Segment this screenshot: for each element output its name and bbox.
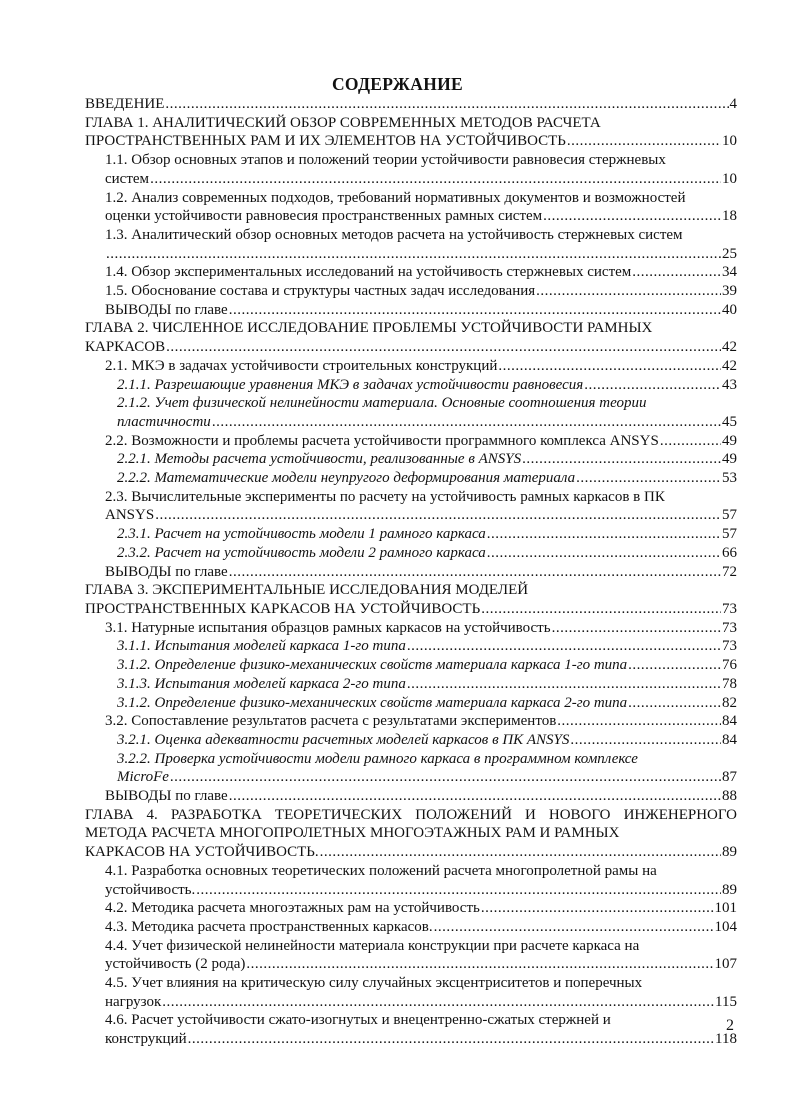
toc-page-number: 45 [722, 413, 737, 430]
toc-entry[interactable] [85, 189, 737, 226]
toc-entry-title: 1.3. Аналитический обзор основных методов расчета на устойчивость стержневых систем [105, 226, 683, 243]
toc-entry-title-end: ПРОСТРАНСТВЕННЫХ КАРКАСОВ НА УСТОЙЧИВОСТЬ [85, 600, 481, 617]
table-of-contents [85, 95, 737, 1049]
toc-page-number: 53 [722, 470, 737, 487]
toc-entry-title: 2.1.2. Учет физической нелинейности материала. Основные соотношения теории [117, 395, 647, 412]
toc-entry-title-end: 2.2.1. Методы расчета устойчивости, реализованные в ANSYS [117, 451, 522, 468]
toc-page-number: 118 [715, 1031, 737, 1048]
toc-page-number: 88 [722, 788, 737, 805]
dot-leader [552, 619, 721, 638]
toc-entry-title: 1.1. Обзор основных этапов и положений теории устойчивости равновесия стержневых [105, 152, 666, 169]
dot-leader [632, 263, 721, 282]
toc-entry-title-end: устойчивость (2 рода) [105, 956, 246, 973]
toc-entry[interactable] [85, 974, 737, 1011]
toc-title: СОДЕРЖАНИЕ [331, 74, 463, 94]
toc-entry[interactable] [85, 750, 737, 787]
toc-entry-title-end: 3.1.1. Испытания моделей каркаса 1-го типа [117, 638, 406, 655]
toc-entry[interactable] [85, 450, 737, 469]
toc-entry-title-end: 2.2. Возможности и проблемы расчета устойчивости программного комплекса ANSYS [105, 432, 659, 449]
toc-entry-title-end: ВЫВОДЫ по главе [105, 788, 228, 805]
dot-leader [543, 207, 721, 226]
toc-page-number: 57 [722, 526, 737, 543]
toc-entry[interactable] [85, 95, 737, 114]
toc-entry-title-end: оценки устойчивости равновесия пространственных рамных систем [105, 208, 543, 225]
toc-page-number: 73 [722, 619, 737, 636]
dot-leader [188, 1030, 714, 1049]
toc-page-number: 25 [722, 245, 737, 262]
dot-leader [567, 132, 721, 151]
dot-leader [229, 301, 721, 320]
toc-entry[interactable] [85, 918, 737, 937]
toc-entry[interactable] [85, 226, 737, 263]
toc-page-number: 72 [722, 563, 737, 580]
toc-page-number: 107 [714, 956, 737, 973]
toc-entry-title-end: ANSYS [105, 507, 155, 524]
toc-entry-title-end: ВЫВОДЫ по главе [105, 563, 228, 580]
toc-entry-title-end: 1.4. Обзор экспериментальных исследований на устойчивость стержневых систем [105, 264, 632, 281]
toc-page-number: 84 [722, 713, 737, 730]
toc-entry[interactable] [85, 301, 737, 320]
toc-entry-title-end: 3.1.2. Определение физико-механических свойств материала каркаса 2-го типа [117, 694, 628, 711]
toc-page-number: 10 [722, 133, 737, 150]
dot-leader [246, 955, 713, 974]
dot-leader [150, 170, 721, 189]
dot-leader [196, 881, 721, 900]
toc-page-number: 4 [729, 96, 737, 112]
dot-leader [522, 450, 721, 469]
toc-page-number: 40 [722, 301, 737, 318]
toc-entry[interactable] [85, 694, 737, 713]
toc-entry[interactable] [85, 899, 737, 918]
dot-leader [487, 525, 721, 544]
dot-leader [407, 637, 721, 656]
dot-leader [170, 768, 721, 787]
toc-entry-title-end: систем [105, 170, 150, 187]
toc-entry-title: ГЛАВА 2. ЧИСЛЕННОЕ ИССЛЕДОВАНИЕ ПРОБЛЕМЫ УСТОЙЧИВОСТИ РАМНЫХ [85, 320, 653, 337]
toc-entry[interactable] [85, 394, 737, 431]
toc-entry-title: ГЛАВА 3. ЭКСПЕРИМЕНТАЛЬНЫЕ ИССЛЕДОВАНИЯ МОДЕЛЕЙ [85, 582, 529, 599]
toc-entry-title-end: 3.1. Натурные испытания образцов рамных каркасов на устойчивость [105, 619, 551, 636]
toc-page-number: 115 [715, 993, 737, 1010]
toc-entry-title: 4.6. Расчет устойчивости сжато-изогнутых и внецентренно-сжатых стержней и [105, 1012, 611, 1029]
toc-page-number: 76 [722, 657, 737, 674]
toc-entry-title-end: 1.5. Обоснование состава и структуры частных задач исследования [105, 283, 536, 300]
toc-entry[interactable] [85, 656, 737, 675]
dot-leader [481, 600, 721, 619]
toc-entry[interactable] [85, 937, 737, 974]
dot-leader [536, 282, 721, 301]
toc-entry[interactable] [85, 469, 737, 488]
toc-entry-title: 4.1. Разработка основных теоретических положений расчета многопролетной рамы на [105, 862, 657, 879]
dot-leader [212, 413, 721, 432]
toc-entry-title-end: 4.3. Методика расчета пространственных каркасов. [105, 918, 433, 935]
toc-entry[interactable] [85, 263, 737, 282]
dot-leader [407, 675, 721, 694]
toc-entry-title-end: 2.1. МКЭ в задачах устойчивости строительных конструкций [105, 357, 498, 374]
toc-entry[interactable] [85, 376, 737, 395]
toc-entry-title-end: 4.2. Методика расчета многоэтажных рам на устойчивость [105, 900, 480, 917]
toc-page-number: 34 [722, 264, 737, 281]
dot-leader [557, 712, 721, 731]
toc-entry-title-end: MicroFe [117, 769, 169, 786]
dot-leader [660, 432, 721, 451]
toc-page-number: 39 [722, 283, 737, 300]
toc-entry[interactable] [85, 151, 737, 188]
toc-entry[interactable] [85, 637, 737, 656]
toc-page-number: 66 [722, 544, 737, 561]
toc-entry[interactable] [85, 731, 737, 750]
toc-entry-title-end: 3.1.3. Испытания моделей каркаса 2-го типа [117, 675, 406, 692]
dot-leader [498, 357, 721, 376]
toc-page-number: 89 [722, 881, 737, 898]
toc-entry-title-end: конструкций [105, 1031, 187, 1048]
toc-entry-title-end: 2.3.1. Расчет на устойчивость модели 1 рамного каркаса [117, 526, 486, 543]
dot-leader [584, 376, 721, 395]
toc-entry-title-end: КАРКАСОВ [85, 339, 166, 356]
toc-page-number: 89 [722, 844, 737, 861]
toc-entry[interactable] [85, 525, 737, 544]
toc-entry[interactable] [85, 563, 737, 582]
dot-leader [320, 843, 721, 862]
toc-entry-title-end: 2.1.1. Разрешающие уравнения МКЭ в задачах устойчивости равновесия [117, 376, 584, 393]
toc-entry-title: 4.5. Учет влияния на критическую силу случайных эксцентриситетов и поперечных [105, 975, 643, 992]
toc-entry-title-end: ВВЕДЕНИЕ [85, 96, 165, 112]
dot-leader [165, 95, 728, 114]
toc-entry[interactable] [85, 357, 737, 376]
toc-entry[interactable] [85, 544, 737, 563]
toc-entry-title-end: пластичности [117, 413, 211, 430]
toc-entry-title-end: 2.3.2. Расчет на устойчивость модели 2 рамного каркаса [117, 544, 486, 561]
dot-leader [570, 731, 721, 750]
page-number: 2 [726, 1017, 734, 1034]
toc-page-number: 57 [722, 507, 737, 524]
toc-page-number: 104 [714, 918, 737, 935]
toc-entry[interactable] [85, 282, 737, 301]
dot-leader [434, 918, 714, 937]
toc-page-number: 43 [722, 376, 737, 393]
dot-leader [229, 787, 721, 806]
toc-entry[interactable] [85, 114, 737, 151]
toc-entry-title: ГЛАВА 1. АНАЛИТИЧЕСКИЙ ОБЗОР СОВРЕМЕННЫХ МЕТОДОВ РАСЧЕТА [85, 114, 601, 131]
toc-entry-title: 2.3. Вычислительные эксперименты по расчету на устойчивость рамных каркасов в ПК [105, 488, 665, 505]
toc-entry-title-end: КАРКАСОВ НА УСТОЙЧИВОСТЬ. [85, 844, 319, 861]
toc-entry[interactable] [85, 1011, 737, 1048]
toc-page-number: 87 [722, 769, 737, 786]
toc-page-number: 73 [722, 600, 737, 617]
toc-page-number: 18 [722, 208, 737, 225]
toc-entry-title-end: ВЫВОДЫ по главе [105, 301, 228, 318]
toc-entry-title: 1.2. Анализ современных подходов, требований нормативных документов и возможностей [105, 189, 686, 206]
toc-entry-title-end: ПРОСТРАНСТВЕННЫХ РАМ И ИХ ЭЛЕМЕНТОВ НА УСТОЙЧИВОСТЬ [85, 133, 566, 150]
toc-entry-title: ГЛАВА 4. РАЗРАБОТКА ТЕОРЕТИЧЕСКИХ ПОЛОЖЕНИЙ И НОВОГО ИНЖЕНЕРНОГО МЕТОДА РАСЧЕТА МНОГОПРОЛЕТНЫХ МНОГОЭТАЖНЫХ РАМ И РАМНЫХ [85, 806, 737, 842]
dot-leader [576, 469, 721, 488]
toc-page-number: 101 [714, 900, 737, 917]
toc-entry[interactable] [85, 319, 737, 356]
toc-entry[interactable] [85, 675, 737, 694]
dot-leader [106, 245, 721, 264]
toc-entry[interactable] [85, 619, 737, 638]
toc-page-number: 84 [722, 731, 737, 748]
toc-page-number: 10 [722, 170, 737, 187]
toc-entry-title-end: 2.2.2. Математические модели неупругого деформирования материала [117, 470, 576, 487]
dot-leader [155, 506, 721, 525]
dot-leader [162, 993, 714, 1012]
toc-entry-title-end: нагрузок [105, 993, 162, 1010]
dot-leader [481, 899, 714, 918]
dot-leader [628, 656, 721, 675]
toc-entry[interactable] [85, 488, 737, 525]
dot-leader [487, 544, 721, 563]
toc-page-number: 73 [722, 638, 737, 655]
toc-entry[interactable] [85, 787, 737, 806]
toc-entry[interactable] [85, 806, 737, 862]
toc-entry[interactable] [85, 581, 737, 618]
toc-page-number: 49 [722, 451, 737, 468]
toc-entry-title-end: 3.2. Сопоставление результатов расчета с результатами экспериментов [105, 713, 557, 730]
toc-page-number: 49 [722, 432, 737, 449]
toc-page-number: 78 [722, 675, 737, 692]
dot-leader [229, 563, 721, 582]
toc-entry-title: 3.2.2. Проверка устойчивости модели рамного каркаса в программном комплексе [117, 750, 638, 767]
toc-page-number: 42 [722, 339, 737, 356]
toc-page-number: 82 [722, 694, 737, 711]
toc-entry[interactable] [85, 862, 737, 899]
toc-entry[interactable] [85, 712, 737, 731]
toc-entry-title-end: устойчивость. [105, 881, 196, 898]
dot-leader [166, 338, 721, 357]
toc-entry-title-end: 3.2.1. Оценка адекватности расчетных моделей каркасов в ПК ANSYS [117, 731, 570, 748]
toc-entry[interactable] [85, 432, 737, 451]
toc-page-number: 42 [722, 357, 737, 374]
dot-leader [628, 694, 721, 713]
toc-entry-title-end: 3.1.2. Определение физико-механических свойств материала каркаса 1-го типа [117, 657, 628, 674]
toc-entry-title: 4.4. Учет физической нелинейности материала конструкции при расчете каркаса на [105, 937, 640, 954]
